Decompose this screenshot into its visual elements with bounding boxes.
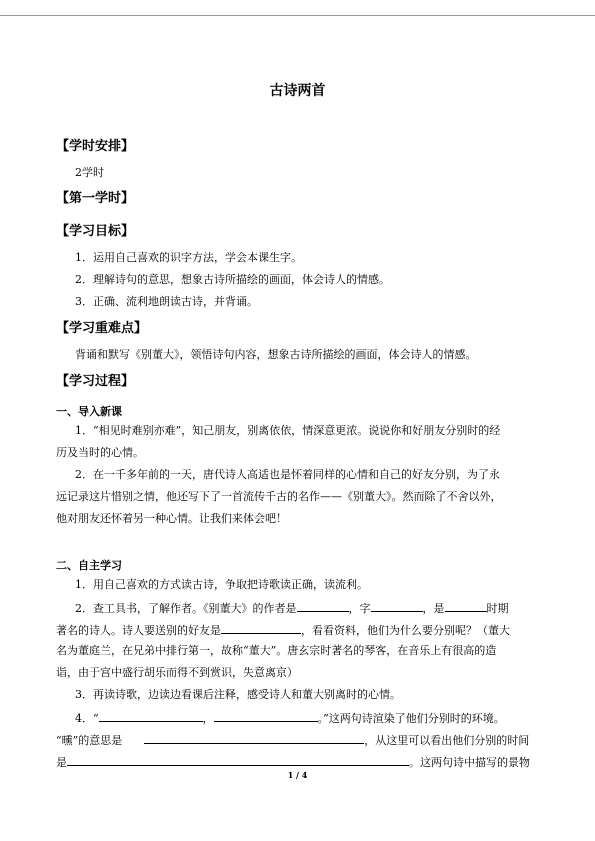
section-first-period: 【第一学时】 — [56, 191, 135, 206]
section-process: 【学习过程】 — [56, 374, 135, 389]
part1-p2-line3: 他对朋友还怀着另一种心情。让我们来体会吧！ — [56, 512, 287, 525]
page-number: 1 / 4 — [287, 770, 308, 780]
part2-heading: 二、自主学习 — [56, 559, 122, 572]
xun-meaning-blank[interactable] — [144, 733, 364, 744]
poem-line-2-blank[interactable] — [214, 711, 318, 722]
part2-q1: 1．用自己喜欢的方式读古诗，争取把诗歌读正确，读流利。 — [75, 578, 368, 591]
part2-q2-line3: 名为董庭兰，在兄弟中排行第一，故称“董大”。唐玄宗时著名的琴客，在音乐上有很高的造 — [56, 644, 497, 657]
q4-line2-text-b: ，从这里可以看出他们分别的时间 — [364, 734, 530, 747]
q2-text-a: 2．查工具书，了解作者。《别董大》的作者是 — [75, 602, 297, 615]
header-rule — [0, 15, 595, 16]
q4-line3-text-b: 。这两句诗中描写的景物 — [409, 756, 530, 769]
time-blank[interactable] — [67, 755, 409, 766]
part1-p2-line2: 远记录这片惜别之情，他还写下了一首流传千古的名作——《别董大》。然而除了不舍以外， — [56, 490, 502, 503]
q4-text-c: 。”这两句诗渲染了他们分别时的环境。 — [317, 712, 505, 725]
q2-text-b: ，字 — [348, 602, 371, 615]
q4-text-b: ， — [202, 712, 214, 725]
page-title: 古诗两首 — [269, 83, 326, 99]
part2-q2-line2 — [56, 623, 510, 636]
q4-line3-text-a: 是 — [56, 756, 67, 769]
key-points-text: 背诵和默写《别董大》，领悟诗句内容，想象古诗所描绘的画面，体会诗人的情感。 — [75, 348, 477, 361]
part2-q2-line4: 诣，由于宫中盛行胡乐而得不到赏识，失意离京） — [56, 666, 298, 679]
q4-text-a: 4．“ — [75, 712, 99, 725]
goal-3: 3．正确、流利地朗读古诗，并背诵。 — [75, 295, 258, 308]
courtesy-name-blank[interactable] — [371, 601, 423, 612]
part2-q4-line2 — [56, 733, 529, 746]
section-key-points: 【学习重难点】 — [56, 321, 148, 336]
q2-line2-text-a: 著名的诗人。诗人要送别的好友是 — [56, 624, 221, 637]
q4-line2-text-a: “曛”的意思是 — [56, 734, 123, 747]
section-goals: 【学习目标】 — [56, 224, 135, 239]
part1-p1-line1: 1．“相见时难别亦难”，知己朋友，别离依依，情深意更浓。说说你和好朋友分别时的经 — [75, 424, 501, 437]
part1-heading: 一、导入新课 — [56, 405, 122, 418]
part2-q4-line1 — [75, 711, 505, 724]
period-blank[interactable] — [445, 601, 487, 612]
part2-q4-line3 — [56, 755, 530, 768]
q2-text-c: ，是 — [422, 602, 445, 615]
part2-q2-line1 — [75, 601, 509, 614]
q2-line2-text-b: ，看看资料，他们为什么要分别呢？（董大 — [301, 624, 510, 637]
q2-text-d: 时期 — [486, 602, 509, 615]
part1-p2-line1: 2．在一千多年前的一天，唐代诗人高适也是怀着同样的心情和自己的好友分别，为了永 — [75, 468, 500, 481]
section-schedule: 【学时安排】 — [56, 139, 135, 154]
hours-text: 2学时 — [75, 166, 104, 179]
poem-line-1-blank[interactable] — [99, 711, 203, 722]
goal-2: 2．理解诗句的意思，想象古诗所描绘的画面，体会诗人的情感。 — [75, 273, 390, 286]
friend-blank[interactable] — [221, 623, 301, 634]
part2-q3: 3．再读诗歌，边读边看课后注释，感受诗人和董大别离时的心情。 — [75, 688, 401, 701]
part1-p1-line2: 历及当时的心情。 — [56, 446, 144, 459]
goal-1: 1．运用自己喜欢的识字方法，学会本课生字。 — [75, 251, 302, 264]
author-blank[interactable] — [297, 601, 349, 612]
